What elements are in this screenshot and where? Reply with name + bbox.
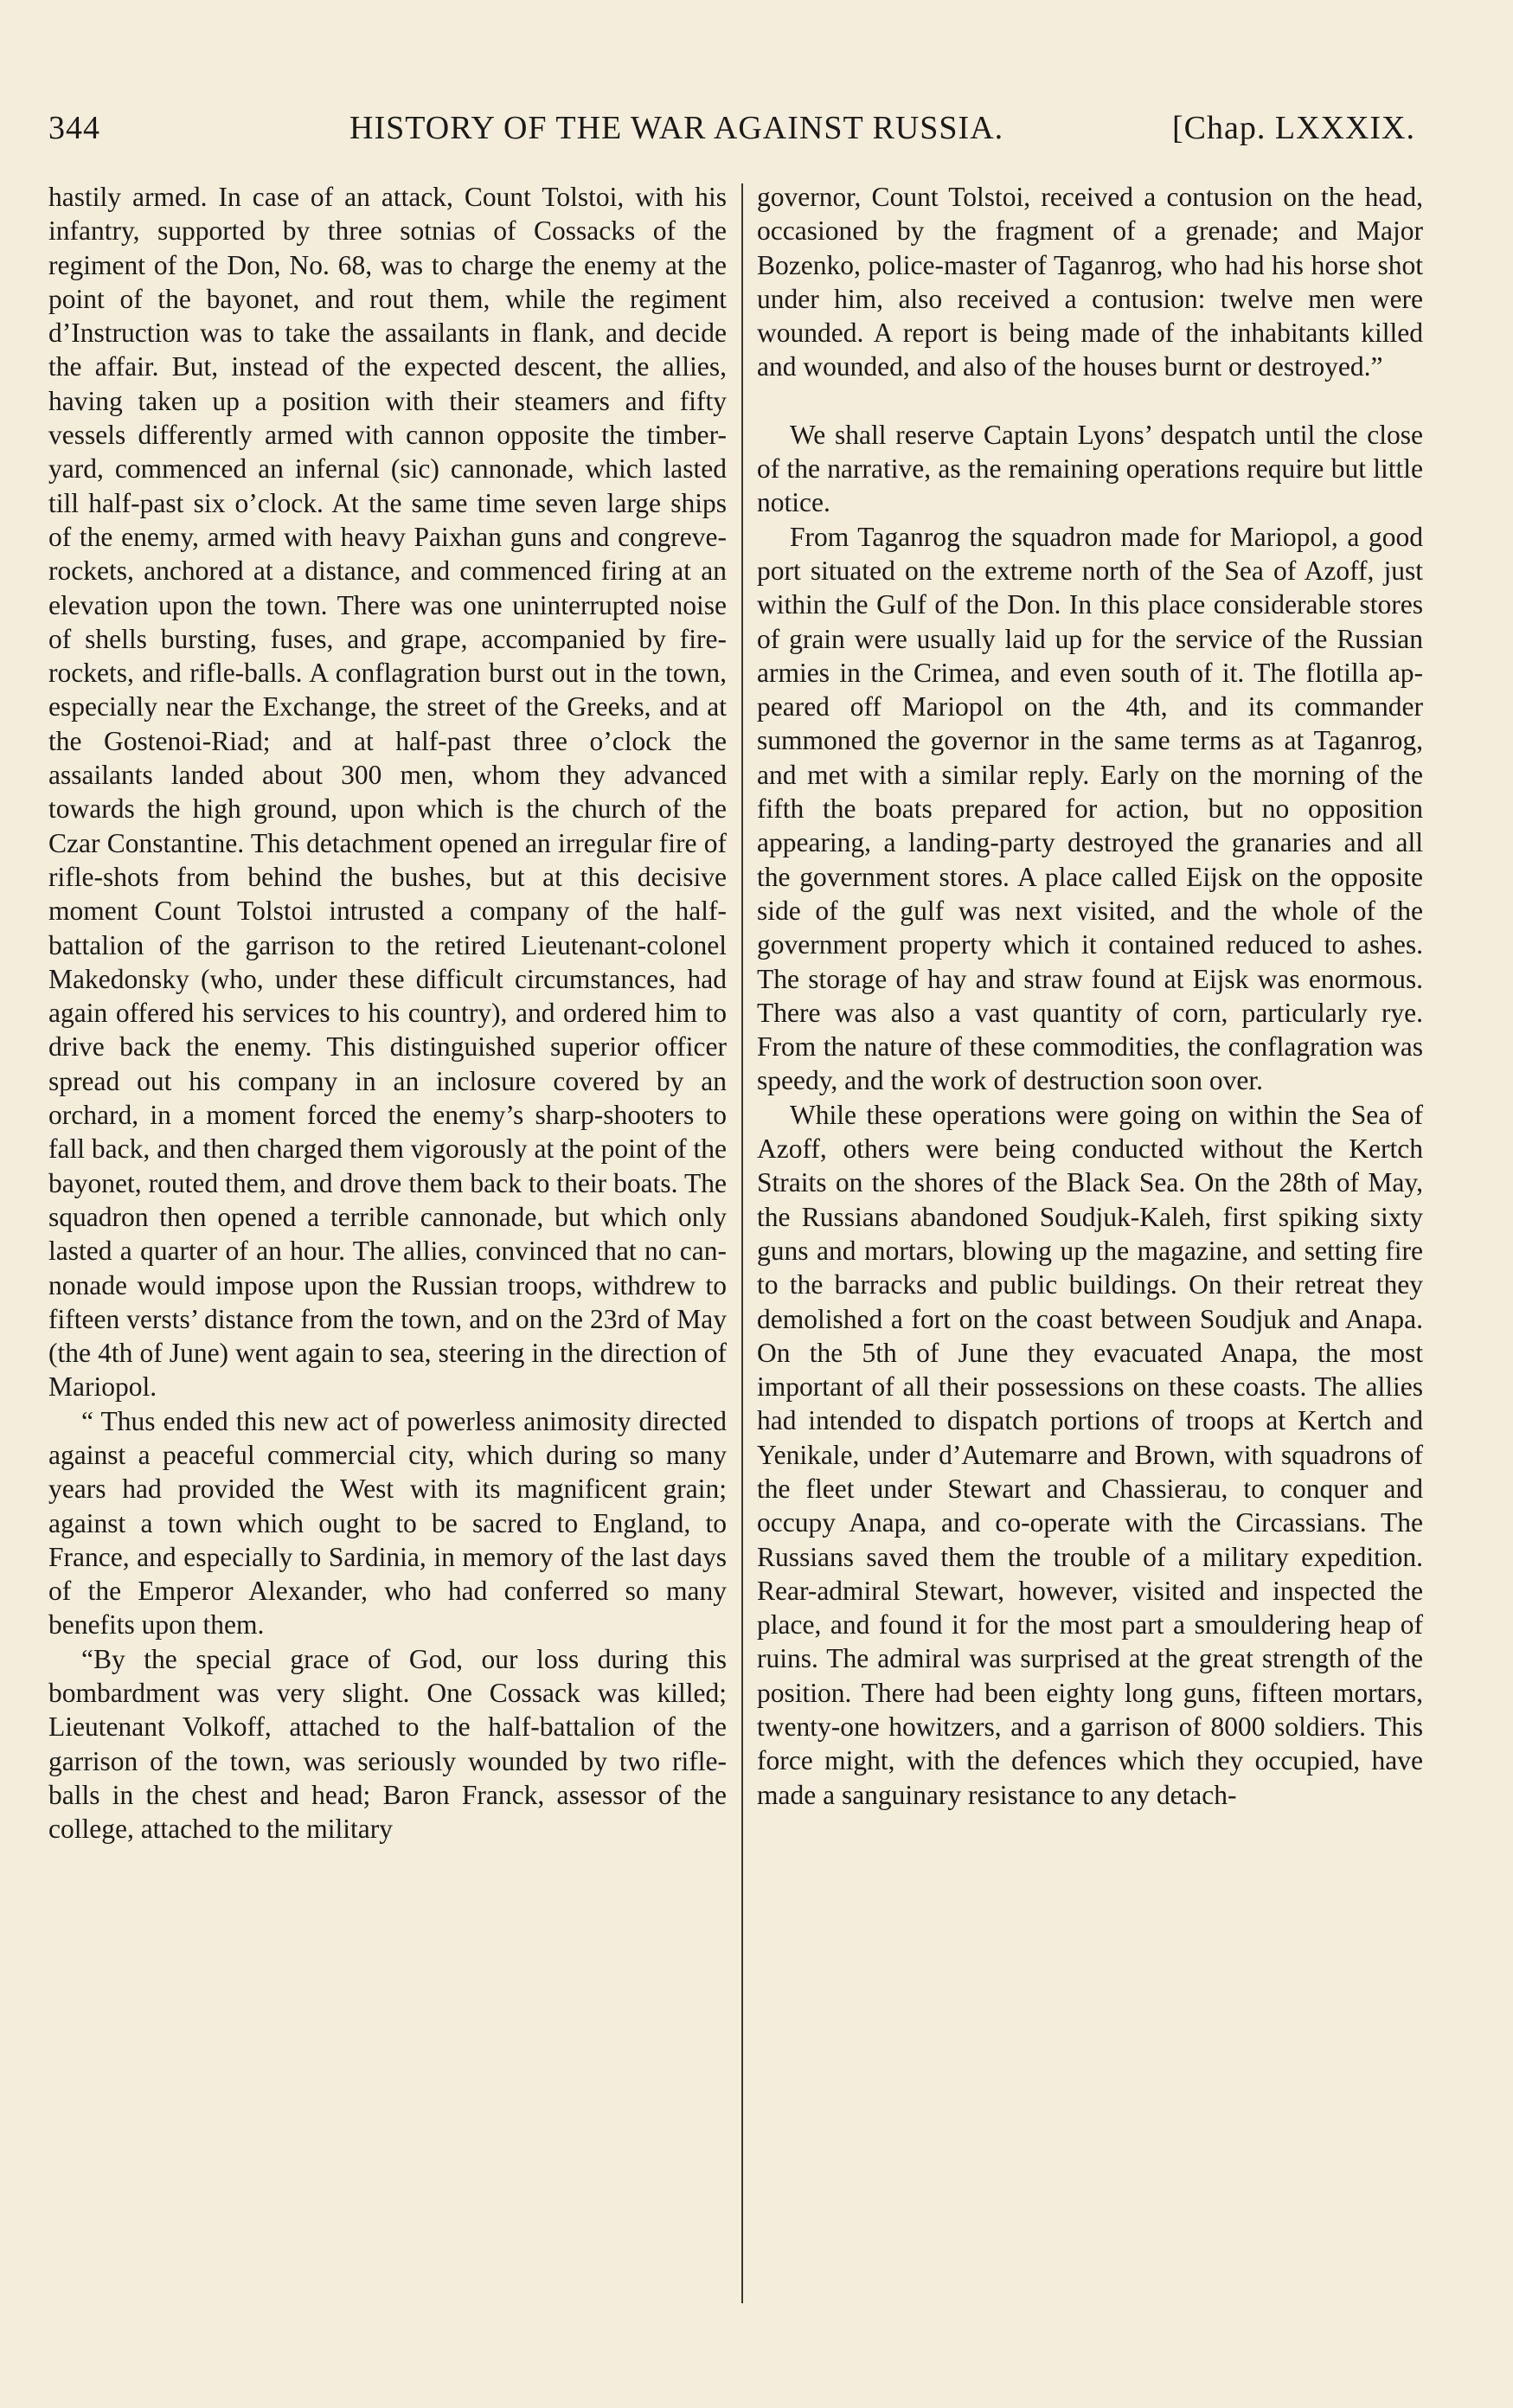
column-divider [741,183,743,2303]
running-title: HISTORY OF THE WAR AGAINST RUSSIA. [349,110,1004,146]
page-number: 344 [48,110,100,146]
paragraph: “ Thus ended this new act of powerless animosity directed against a peaceful commercial city, which during so many years had provided the West with its magnificent grain; against a town which ought to be sacred to England, to France, and especially to Sardinia, in memory of the last days of the Emperor Alexander, who had conferred so many benefits upon them. [48,1405,727,1641]
paragraph: hastily armed. In case of an attack, Count Tolstoi, with his infantry, supported by three sotnias of Cossacks of the regiment of the Don, No. 68, was to charge the enemy at the point of the bayonet, and rout them, while the regiment d’Instruction was to take the assailants in flank, and decide the affair. But, instead of the expected descent, the allies, having taken up a position with their steamers and fifty vessels differently armed with cannon opposite the timber-yard, commenced an infernal (sic) cannonade, which lasted till half-past six o’clock. At the same time seven large ships of the enemy, armed with heavy Paixhan guns and congreve-rockets, anchored at a distance, and commenced firing at an elevation upon the town. There was one uninterrupted noise of shells bursting, fuses, and grape, accompanied by fire-rockets, and rifle-balls. A conflagration burst out in the town, especially near the Exchange, the street of the Greeks, and at the Gostenoi-Riad; and at half-past three o’clock the assailants landed about 300 men, whom they advanced towards the high ground, upon which is the church of the Czar Constantine. This detachment opened an irregular fire of rifle-shots from behind the bushes, but at this decisive moment Count Tolstoi intrusted a company of the half-battalion of the garrison to the retired Lieutenant-colonel Makedonsky (who, under these difficult circumstances, had again offered his services to his country), and ordered him to drive back the enemy. This distinguished superior officer spread out his company in an inclosure covered by an orchard, in a moment forced the enemy’s sharp-shooters to fall back, and then charged them vigorously at the point of the bayonet, routed them, and drove them back to their boats. The squadron then opened a terrible cannonade, but which only lasted a quarter of an hour. The allies, convinced that no cannonade would impose upon the Russian troops, withdrew to fifteen versts’ distance from the town, and on the 23rd of May (the 4th of June) went again to sea, steering in the direction of Mariopol. [48,182,727,1403]
paragraph: We shall reserve Captain Lyons’ despatch until the close of the narrative, as the remaining operations require but little notice. [757,419,1423,518]
paragraph: From Taganrog the squadron made for Mariopol, a good port situated on the extreme north of the Sea of Azoff, just within the Gulf of the Don. In this place considerable stores of grain were usually laid up for the service of the Russian armies in the Crimea, and even south of it. The flotilla appeared off Mariopol on the 4th, and its commander summoned the governor in the same terms as at Taganrog, and met with a similar reply. Early on the morning of the fifth the boats prepared for action, but no opposition appearing, a landing-party destroyed the granaries and all the government stores. A place called Eijsk on the opposite side of the gulf was next visited, and the whole of the government property which it contained reduced to ashes. The storage of hay and straw found at Eijsk was enormous. There was also a vast quantity of corn, particularly rye. From the nature of these commodities, the conflagration was speedy, and the work of destruction soon over. [757,521,1423,1096]
right-column [757,180,1423,1812]
chapter-label: [Chap. LXXXIX. [1171,110,1415,146]
paragraph: While these operations were going on within the Sea of Azoff, others were being conducted without the Kertch Straits on the shores of the Black Sea. On the 28th of May, the Russians abandoned Soudjuk-Kaleh, first spiking sixty guns and mortars, blowing up the magazine, and setting fire to the barracks and public buildings. On their retreat they demolished a fort on the coast between Soudjuk and Anapa. On the 5th of June they evacuated Anapa, the most important of all their possessions on these coasts. The allies had intended to dispatch portions of troops at Kertch and Yenikale, under d’Autemarre and Brown, with squadrons of the fleet under Stewart and Chassierau, to conquer and occupy Anapa, and co-operate with the Circassians. The Russians saved them the trouble of a military expedition. Rear-admiral Stewart, however, visited and inspected the place, and found it for the most part a smouldering heap of ruins. The admiral was surprised at the great strength of the position. There had been eighty long guns, fifteen mortars, twenty-one howitzers, and a garrison of 8000 soldiers. This force might, with the defences which they occupied, have made a sanguinary resistance to any detach- [757,1099,1423,1810]
paragraph: governor, Count Tolstoi, received a contusion on the head, occasioned by the fragment of a grenade; and Major Bozenko, police-master of Taganrog, who had his horse shot under him, also received a contusion: twelve men were wounded. A report is being made of the inhabitants killed and wounded, and also of the houses burnt or destroyed.” [757,182,1423,382]
left-column [48,180,727,1846]
paragraph: “By the special grace of God, our loss during this bombardment was very slight. One Cossack was killed; Lieutenant Volkoff, attached to the half-battalion of the garrison of the town, was seriously wounded by two rifle-balls in the chest and head; Baron Franck, assessor of the college, attached to the military [48,1643,727,1845]
page-header [48,109,1415,161]
